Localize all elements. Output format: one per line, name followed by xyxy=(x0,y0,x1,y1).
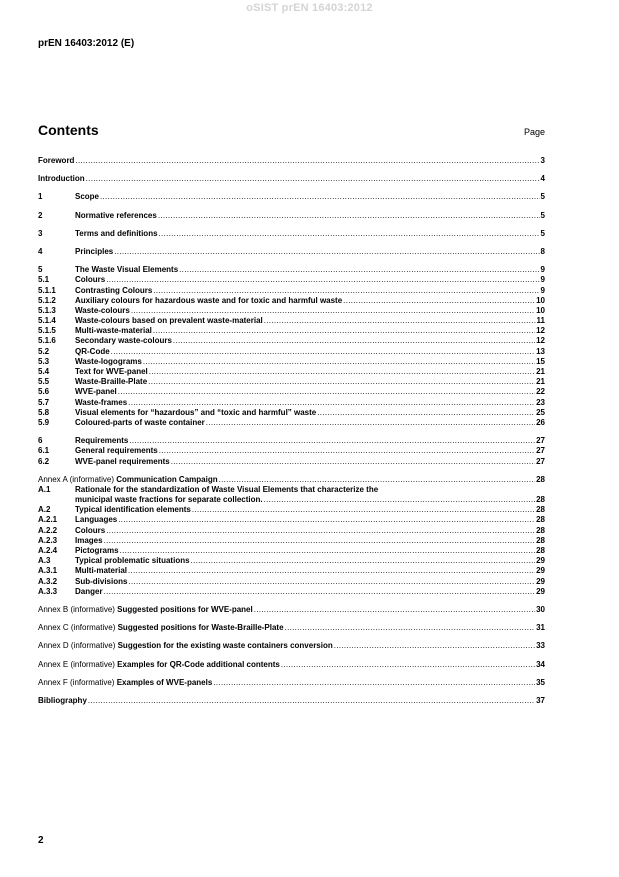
toc-page: 11 xyxy=(536,316,545,326)
dot-leader xyxy=(104,587,536,597)
toc-page: 31 xyxy=(536,623,545,633)
dot-leader xyxy=(111,347,535,357)
toc-page: 33 xyxy=(536,641,545,651)
toc-number: A.3.3 xyxy=(38,586,58,596)
dot-leader xyxy=(219,475,535,485)
toc-title: Multi-waste-material xyxy=(75,326,152,336)
toc-entry-a-2-2[interactable] xyxy=(38,526,545,536)
dot-leader xyxy=(131,306,535,316)
toc-title: Text for WVE-panel xyxy=(75,367,148,376)
toc-number: A.1 xyxy=(38,484,51,494)
dot-leader xyxy=(192,505,535,515)
toc-title: Pictograms xyxy=(75,546,119,555)
toc-title: QR-Code xyxy=(75,346,110,356)
toc-number: 5.7 xyxy=(38,397,50,407)
dot-leader xyxy=(264,495,535,505)
toc-title: Introduction xyxy=(38,174,85,184)
toc-page: 9 xyxy=(540,275,545,285)
toc-number: A.2.1 xyxy=(38,515,58,525)
annex-label: Annex E xyxy=(38,659,69,669)
dot-leader xyxy=(159,446,535,456)
toc-entry-5-5[interactable] xyxy=(38,377,545,387)
toc-entry-a-3-3[interactable] xyxy=(38,587,545,597)
toc-title: Images xyxy=(75,535,103,545)
toc-title: Contrasting Colours xyxy=(75,285,153,295)
toc-page: 12 xyxy=(536,336,545,346)
annex-note: (informative) xyxy=(67,474,117,484)
document-id: prEN 16403:2012 (E) xyxy=(38,38,135,49)
toc-title: Sub-divisions xyxy=(75,576,128,586)
toc-entry-5-1-4[interactable] xyxy=(38,316,545,326)
page-column-header: Page xyxy=(523,127,545,137)
toc-entry-annex-f[interactable] xyxy=(38,678,545,688)
annex-title: Communication Campaign xyxy=(116,474,218,484)
dot-leader xyxy=(128,398,535,408)
toc-title: Waste-Braille-Plate xyxy=(75,377,148,387)
toc-entry-annex-c[interactable] xyxy=(38,623,545,633)
toc-entry-5-1-3[interactable] xyxy=(38,306,545,316)
toc-title: Waste-frames xyxy=(75,397,128,407)
annex-title: Suggestion for the existing waste containers conversion xyxy=(117,641,333,651)
toc-entry-a-2-1[interactable] xyxy=(38,515,545,525)
toc-entry-bibliography[interactable] xyxy=(38,696,545,706)
toc-number: 6.1 xyxy=(38,446,50,456)
toc-number: 3 xyxy=(38,228,43,238)
dot-leader xyxy=(281,660,535,670)
dot-leader xyxy=(88,696,535,706)
dot-leader xyxy=(206,418,535,428)
toc-page: 3 xyxy=(540,156,545,165)
toc-page: 9 xyxy=(540,265,545,275)
dot-leader xyxy=(75,156,539,166)
toc-page: 23 xyxy=(536,397,545,407)
toc-title: Multi-material xyxy=(75,566,128,576)
toc-page: 26 xyxy=(536,417,545,427)
annex-label: Annex C xyxy=(38,623,69,633)
toc-entry-a-2-4[interactable] xyxy=(38,546,545,556)
annex-label: Annex D xyxy=(38,641,69,651)
dot-leader xyxy=(285,623,536,633)
toc-title xyxy=(38,678,212,688)
toc-page: 28 xyxy=(536,505,545,515)
toc-entry-introduction[interactable] xyxy=(38,174,545,184)
toc-title: Normative references xyxy=(75,210,157,220)
annex-title: Suggested positions for WVE-panel xyxy=(117,604,253,614)
dot-leader xyxy=(213,678,535,688)
annex-note: (informative) xyxy=(68,659,118,669)
annex-note: (informative) xyxy=(67,677,117,687)
toc-title xyxy=(38,623,284,633)
dot-leader xyxy=(149,367,535,377)
toc-number: 6 xyxy=(38,436,43,446)
toc-page: 28 xyxy=(536,535,545,545)
toc-number: A.2.4 xyxy=(38,546,58,555)
toc-number: 5.1.1 xyxy=(38,285,56,295)
toc-page: 10 xyxy=(536,295,545,305)
dot-leader xyxy=(100,192,540,202)
toc-page: 29 xyxy=(536,576,545,586)
toc-entry-a-3-1[interactable] xyxy=(38,566,545,576)
toc-entry-5-2[interactable] xyxy=(38,347,545,357)
toc-page: 21 xyxy=(536,367,545,376)
annex-label: Annex F xyxy=(38,677,68,687)
toc-entry-a-3-2[interactable] xyxy=(38,577,545,587)
toc-page: 29 xyxy=(536,556,545,566)
dot-leader xyxy=(120,546,536,556)
toc-page: 29 xyxy=(536,586,545,596)
dot-leader xyxy=(264,316,536,326)
toc-title: Principles xyxy=(75,246,114,256)
toc-page: 5 xyxy=(540,192,545,202)
toc-page: 25 xyxy=(536,407,545,417)
dot-leader xyxy=(86,174,540,184)
toc-page: 5 xyxy=(540,210,545,220)
toc-page: 22 xyxy=(536,387,545,397)
dot-leader xyxy=(179,265,539,275)
toc-entry-foreword[interactable] xyxy=(38,156,545,166)
toc-title: Visual elements for “hazardous” and “toxic and harmful” waste xyxy=(75,407,317,417)
toc-title: Bibliography xyxy=(38,695,87,705)
toc-title: General requirements xyxy=(75,446,158,456)
toc-number: 5.9 xyxy=(38,417,50,427)
page-number: 2 xyxy=(38,835,44,846)
toc-entry-5-1-1[interactable] xyxy=(38,286,545,296)
toc-title-continued: municipal waste fractions for separate collection. xyxy=(75,495,263,505)
annex-label: Annex A xyxy=(38,474,68,484)
dot-leader xyxy=(128,566,535,576)
annex-note: (informative) xyxy=(68,641,118,651)
toc-number: A.2 xyxy=(38,505,51,515)
toc-number: A.3.2 xyxy=(38,576,58,586)
toc-page: 34 xyxy=(536,659,545,669)
toc-title xyxy=(38,475,218,485)
toc-title: Rationale for the standardization of Waste Visual Elements that characterize the xyxy=(75,484,379,494)
toc-page: 12 xyxy=(536,326,545,336)
toc-entry-5-1-2[interactable] xyxy=(38,296,545,306)
toc-page: 8 xyxy=(540,246,545,256)
toc-number: A.3.1 xyxy=(38,566,58,576)
toc-number: 2 xyxy=(38,210,43,220)
toc-page: 21 xyxy=(536,377,545,387)
toc-number: 1 xyxy=(38,192,43,202)
toc-title: Scope xyxy=(75,192,100,202)
toc-number: 5.1.6 xyxy=(38,336,56,346)
toc-entry-5-1[interactable] xyxy=(38,275,545,285)
toc-number: A.3 xyxy=(38,556,51,566)
toc-number: 5 xyxy=(38,265,43,275)
toc-number: 5.1.3 xyxy=(38,305,56,315)
toc-page: 28 xyxy=(536,495,545,505)
contents-title: Contents xyxy=(38,122,99,138)
toc-title: Colours xyxy=(75,275,106,285)
toc-title: Secondary waste-colours xyxy=(75,336,172,346)
toc-title xyxy=(38,660,280,670)
toc-page: 37 xyxy=(536,695,545,705)
dot-leader xyxy=(343,296,535,306)
toc-page: 28 xyxy=(536,546,545,555)
dot-leader xyxy=(118,515,535,525)
toc-entry-a-3[interactable] xyxy=(38,556,545,566)
toc-title: Typical problematic situations xyxy=(75,556,190,566)
toc-page: 15 xyxy=(536,356,545,366)
toc-title: WVE-panel requirements xyxy=(75,456,170,466)
dot-leader xyxy=(334,641,535,651)
toc-title: Auxiliary colours for hazardous waste and for toxic and harmful waste xyxy=(75,295,343,305)
toc-title: Requirements xyxy=(75,436,129,446)
dot-leader xyxy=(129,436,535,446)
toc-number: 5.1 xyxy=(38,275,50,285)
toc-page: 28 xyxy=(536,525,545,535)
toc-number: 5.1.5 xyxy=(38,326,56,336)
toc-page: 29 xyxy=(536,566,545,576)
dot-leader xyxy=(106,275,539,285)
toc-number: 5.5 xyxy=(38,377,50,387)
dot-leader xyxy=(171,457,535,467)
annex-label: Annex B xyxy=(38,604,69,614)
toc-entry-6[interactable] xyxy=(38,436,545,446)
toc-entry-5-4[interactable] xyxy=(38,367,545,377)
dot-leader xyxy=(254,605,535,615)
toc-page: 13 xyxy=(536,346,545,356)
toc-entry-annex-d[interactable] xyxy=(38,641,545,651)
annex-note: (informative) xyxy=(68,623,118,633)
toc-entry-a-2[interactable] xyxy=(38,505,545,515)
toc-entry-5-9[interactable] xyxy=(38,418,545,428)
dot-leader xyxy=(128,577,535,587)
toc-page: 28 xyxy=(536,474,545,484)
toc-entry-3[interactable] xyxy=(38,229,545,239)
annex-note: (informative) xyxy=(68,604,118,614)
toc-entry-a-2-3[interactable] xyxy=(38,536,545,546)
dot-leader xyxy=(191,556,536,566)
toc-page: 27 xyxy=(536,446,545,456)
toc-number: 5.8 xyxy=(38,407,50,417)
toc-title: Foreword xyxy=(38,156,75,165)
toc-page: 27 xyxy=(536,436,545,446)
toc-page: 28 xyxy=(536,515,545,525)
toc-entry-6-1[interactable] xyxy=(38,446,545,456)
toc-number: 5.3 xyxy=(38,356,50,366)
dot-leader xyxy=(173,336,535,346)
dot-leader xyxy=(106,526,535,536)
toc-title: Danger xyxy=(75,586,103,596)
dot-leader xyxy=(153,326,535,336)
toc-title: Terms and definitions xyxy=(75,228,158,238)
toc-entry-2[interactable] xyxy=(38,211,545,221)
toc-title: Waste-logograms xyxy=(75,356,142,366)
table-of-contents xyxy=(38,156,545,706)
toc-entry-annex-e[interactable] xyxy=(38,660,545,670)
annex-title: Examples of WVE-panels xyxy=(116,677,213,687)
toc-title: Typical identification elements xyxy=(75,505,191,515)
toc-number: 5.1.2 xyxy=(38,295,56,305)
dot-leader xyxy=(159,229,540,239)
watermark: oSIST prEN 16403:2012 xyxy=(246,2,373,14)
toc-entry-a-1[interactable] xyxy=(38,485,545,505)
toc-entry-5-6[interactable] xyxy=(38,387,545,397)
toc-title: WVE-panel xyxy=(75,387,117,397)
toc-title xyxy=(38,641,333,651)
toc-page: 35 xyxy=(536,677,545,687)
toc-entry-5[interactable] xyxy=(38,265,545,275)
toc-page: 4 xyxy=(540,174,545,184)
toc-title xyxy=(38,605,253,615)
toc-entry-4[interactable] xyxy=(38,247,545,257)
toc-entry-5-1-6[interactable] xyxy=(38,336,545,346)
dot-leader xyxy=(114,247,539,257)
toc-entry-annex-b[interactable] xyxy=(38,605,545,615)
dot-leader xyxy=(143,357,535,367)
dot-leader xyxy=(158,211,540,221)
toc-title: Waste-colours based on prevalent waste-material xyxy=(75,316,263,326)
dot-leader xyxy=(148,377,535,387)
toc-number: 5.6 xyxy=(38,387,50,397)
toc-number: 5.4 xyxy=(38,367,50,376)
toc-page: 30 xyxy=(536,604,545,614)
annex-title: Examples for QR-Code additional contents xyxy=(117,659,280,669)
toc-title: Waste-colours xyxy=(75,305,130,315)
toc-number: 5.1.4 xyxy=(38,316,56,326)
toc-title: The Waste Visual Elements xyxy=(75,265,179,275)
toc-page: 10 xyxy=(536,305,545,315)
toc-title: Coloured-parts of waste container xyxy=(75,417,205,427)
annex-title: Suggested positions for Waste-Braille-Plate xyxy=(117,623,284,633)
toc-page: 5 xyxy=(540,228,545,238)
toc-number: A.2.3 xyxy=(38,535,58,545)
toc-entry-5-3[interactable] xyxy=(38,357,545,367)
dot-leader xyxy=(153,286,539,296)
toc-number: 6.2 xyxy=(38,456,50,466)
toc-title: Colours xyxy=(75,525,106,535)
toc-entry-annex-a[interactable] xyxy=(38,475,545,485)
toc-number: 5.2 xyxy=(38,346,50,356)
dot-leader xyxy=(317,408,535,418)
toc-page: 27 xyxy=(536,456,545,466)
toc-entry-6-2[interactable] xyxy=(38,457,545,467)
toc-title: Languages xyxy=(75,515,118,525)
toc-entry-5-1-5[interactable] xyxy=(38,326,545,336)
toc-number: 4 xyxy=(38,246,43,256)
toc-entry-5-7[interactable] xyxy=(38,398,545,408)
toc-entry-5-8[interactable] xyxy=(38,408,545,418)
dot-leader xyxy=(104,536,536,546)
toc-number: A.2.2 xyxy=(38,525,58,535)
toc-entry-1[interactable] xyxy=(38,192,545,202)
toc-page: 9 xyxy=(540,285,545,295)
dot-leader xyxy=(118,387,535,397)
